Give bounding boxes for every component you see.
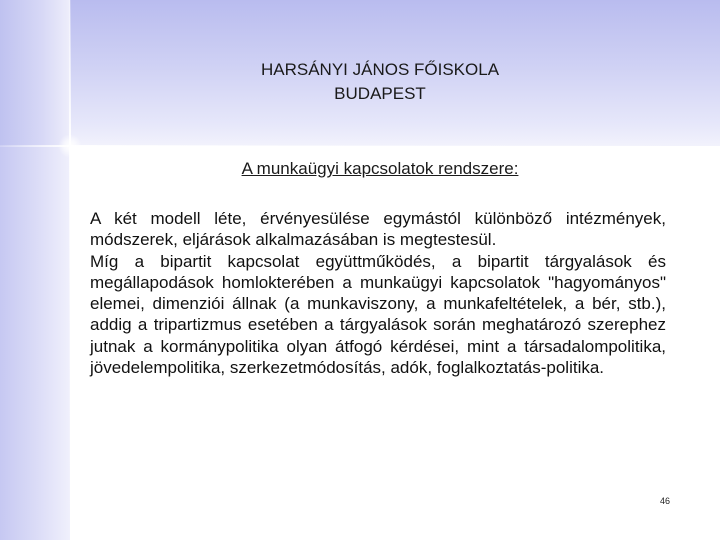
paragraph-1: A két modell léte, érvényesülése egymástól különböző intézmények, módszerek, eljárások alkalmazásában is megtestesül. <box>90 209 666 250</box>
sparkle-vertical-line <box>69 0 71 540</box>
body-text <box>90 208 666 378</box>
page-number: 46 <box>659 496 670 506</box>
slide-title <box>200 58 560 106</box>
paragraph-2: Míg a bipartit kapcsolat együttműködés, a bipartit tárgyalások és megállapodások homlokterében a munkaügyi kapcsolatok "hagyományos" elemei, dimenziói állnak (a munkaviszony, a munkafeltételek, a bér, stb.), addig a tripartizmus esetében a tárgyalások során meghatározó szerephez jutnak a kormánypolitika olyan átfogó kérdései, mint a társadalompolitika, jövedelempolitika, szerkezetmódosítás, adók, foglalkoztatás-politika. <box>90 251 666 378</box>
sparkle-horizontal-line <box>0 145 720 147</box>
left-gradient-band-lower <box>0 146 70 540</box>
title-line-institution: HARSÁNYI JÁNOS FŐISKOLA <box>260 60 500 79</box>
sparkle-star-icon <box>58 134 82 158</box>
slide-subtitle: A munkaügyi kapcsolatok rendszere: <box>241 159 519 178</box>
title-line-city: BUDAPEST <box>334 84 426 103</box>
